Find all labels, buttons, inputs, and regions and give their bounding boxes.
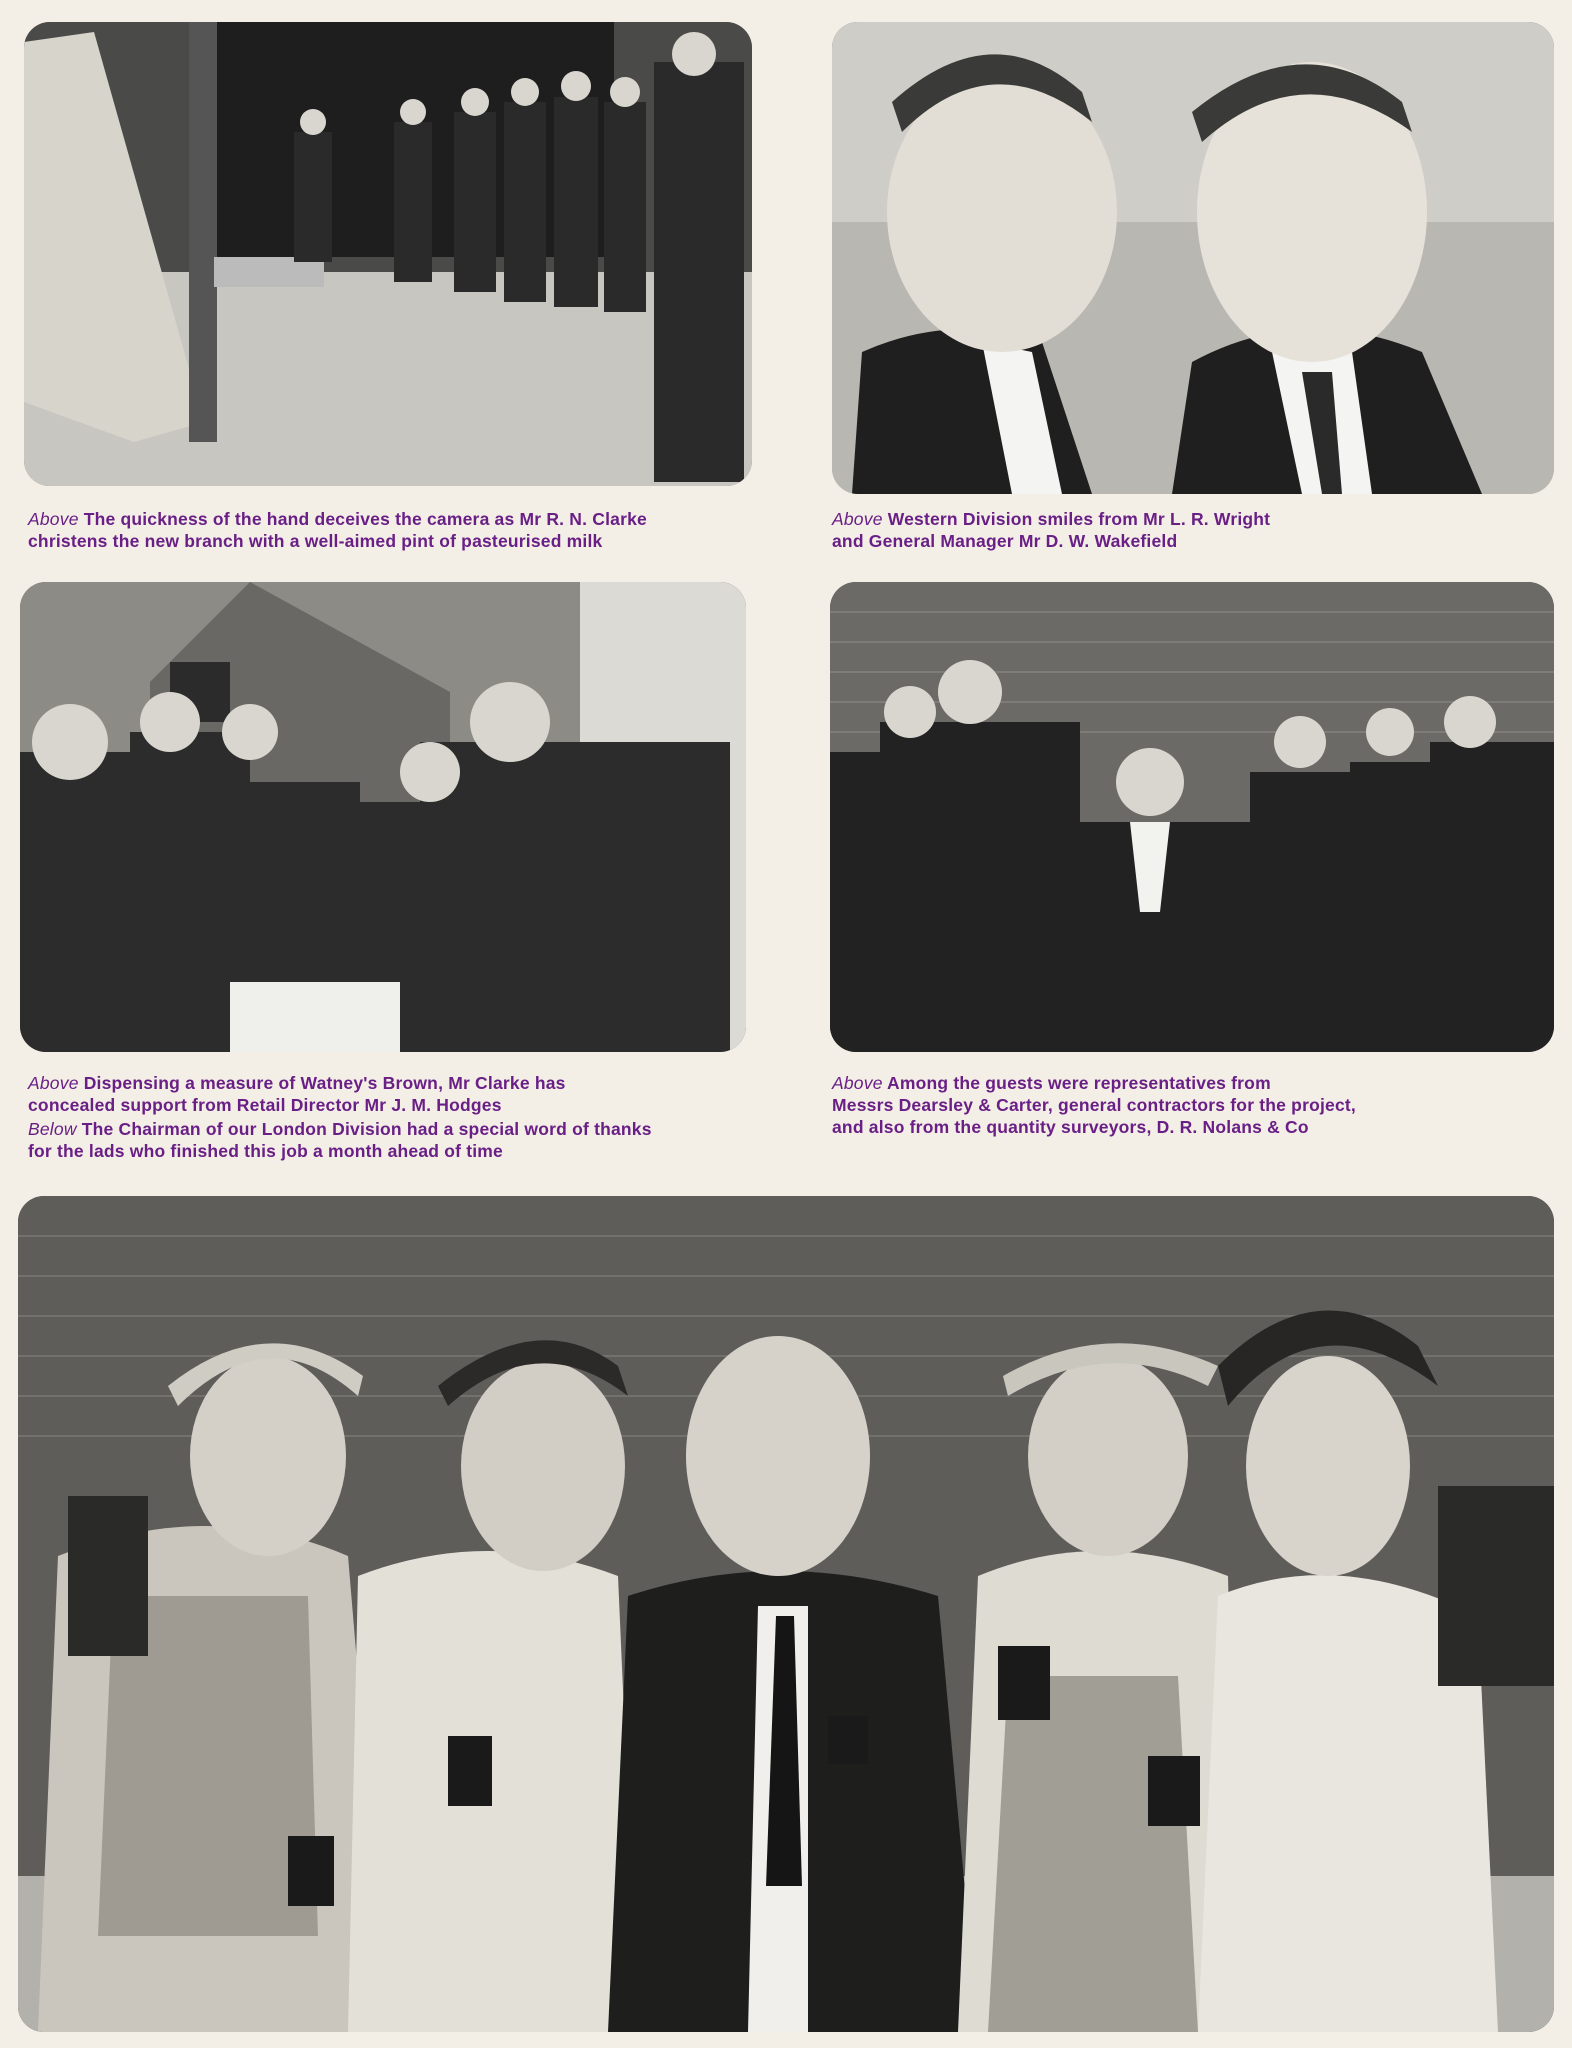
caption-text-line: Messrs Dearsley & Carter, general contractors for the project, <box>832 1095 1356 1115</box>
caption-text-line: The Chairman of our London Division had a special word of thanks <box>81 1119 652 1139</box>
caption-text-line: christens the new branch with a well-aimed pint of pasteurised milk <box>28 531 603 551</box>
photo-guests <box>830 582 1554 1052</box>
caption-watneys-brown <box>28 1072 652 1162</box>
photo-watneys-brown <box>20 582 746 1052</box>
caption-text-line: Among the guests were representatives from <box>887 1073 1271 1093</box>
caption-lead: Below <box>28 1119 77 1139</box>
caption-text-line: and also from the quantity surveyors, D. R. Nolans & Co <box>832 1117 1309 1137</box>
caption-text-line: Dispensing a measure of Watney's Brown, Mr Clarke has <box>83 1073 566 1093</box>
caption-lead: Above <box>832 1073 883 1093</box>
caption-text-line: concealed support from Retail Director Mr J. M. Hodges <box>28 1095 502 1115</box>
caption-text-line: for the lads who finished this job a month ahead of time <box>28 1141 503 1161</box>
caption-lead: Above <box>28 509 79 529</box>
photo-milk-christening <box>24 22 752 486</box>
caption-lead: Above <box>832 509 883 529</box>
caption-milk-christening <box>28 508 647 552</box>
photo-wright-wakefield <box>832 22 1554 494</box>
caption-chairman <box>28 1118 652 1162</box>
caption-lead: Above <box>28 1073 79 1093</box>
caption-text-line: The quickness of the hand deceives the camera as Mr R. N. Clarke <box>83 509 647 529</box>
caption-guests <box>832 1072 1356 1138</box>
caption-wright-wakefield <box>832 508 1270 552</box>
caption-text-line: Western Division smiles from Mr L. R. Wright <box>887 509 1271 529</box>
photo-chairman-with-workers <box>18 1196 1554 2032</box>
caption-text-line: and General Manager Mr D. W. Wakefield <box>832 531 1178 551</box>
